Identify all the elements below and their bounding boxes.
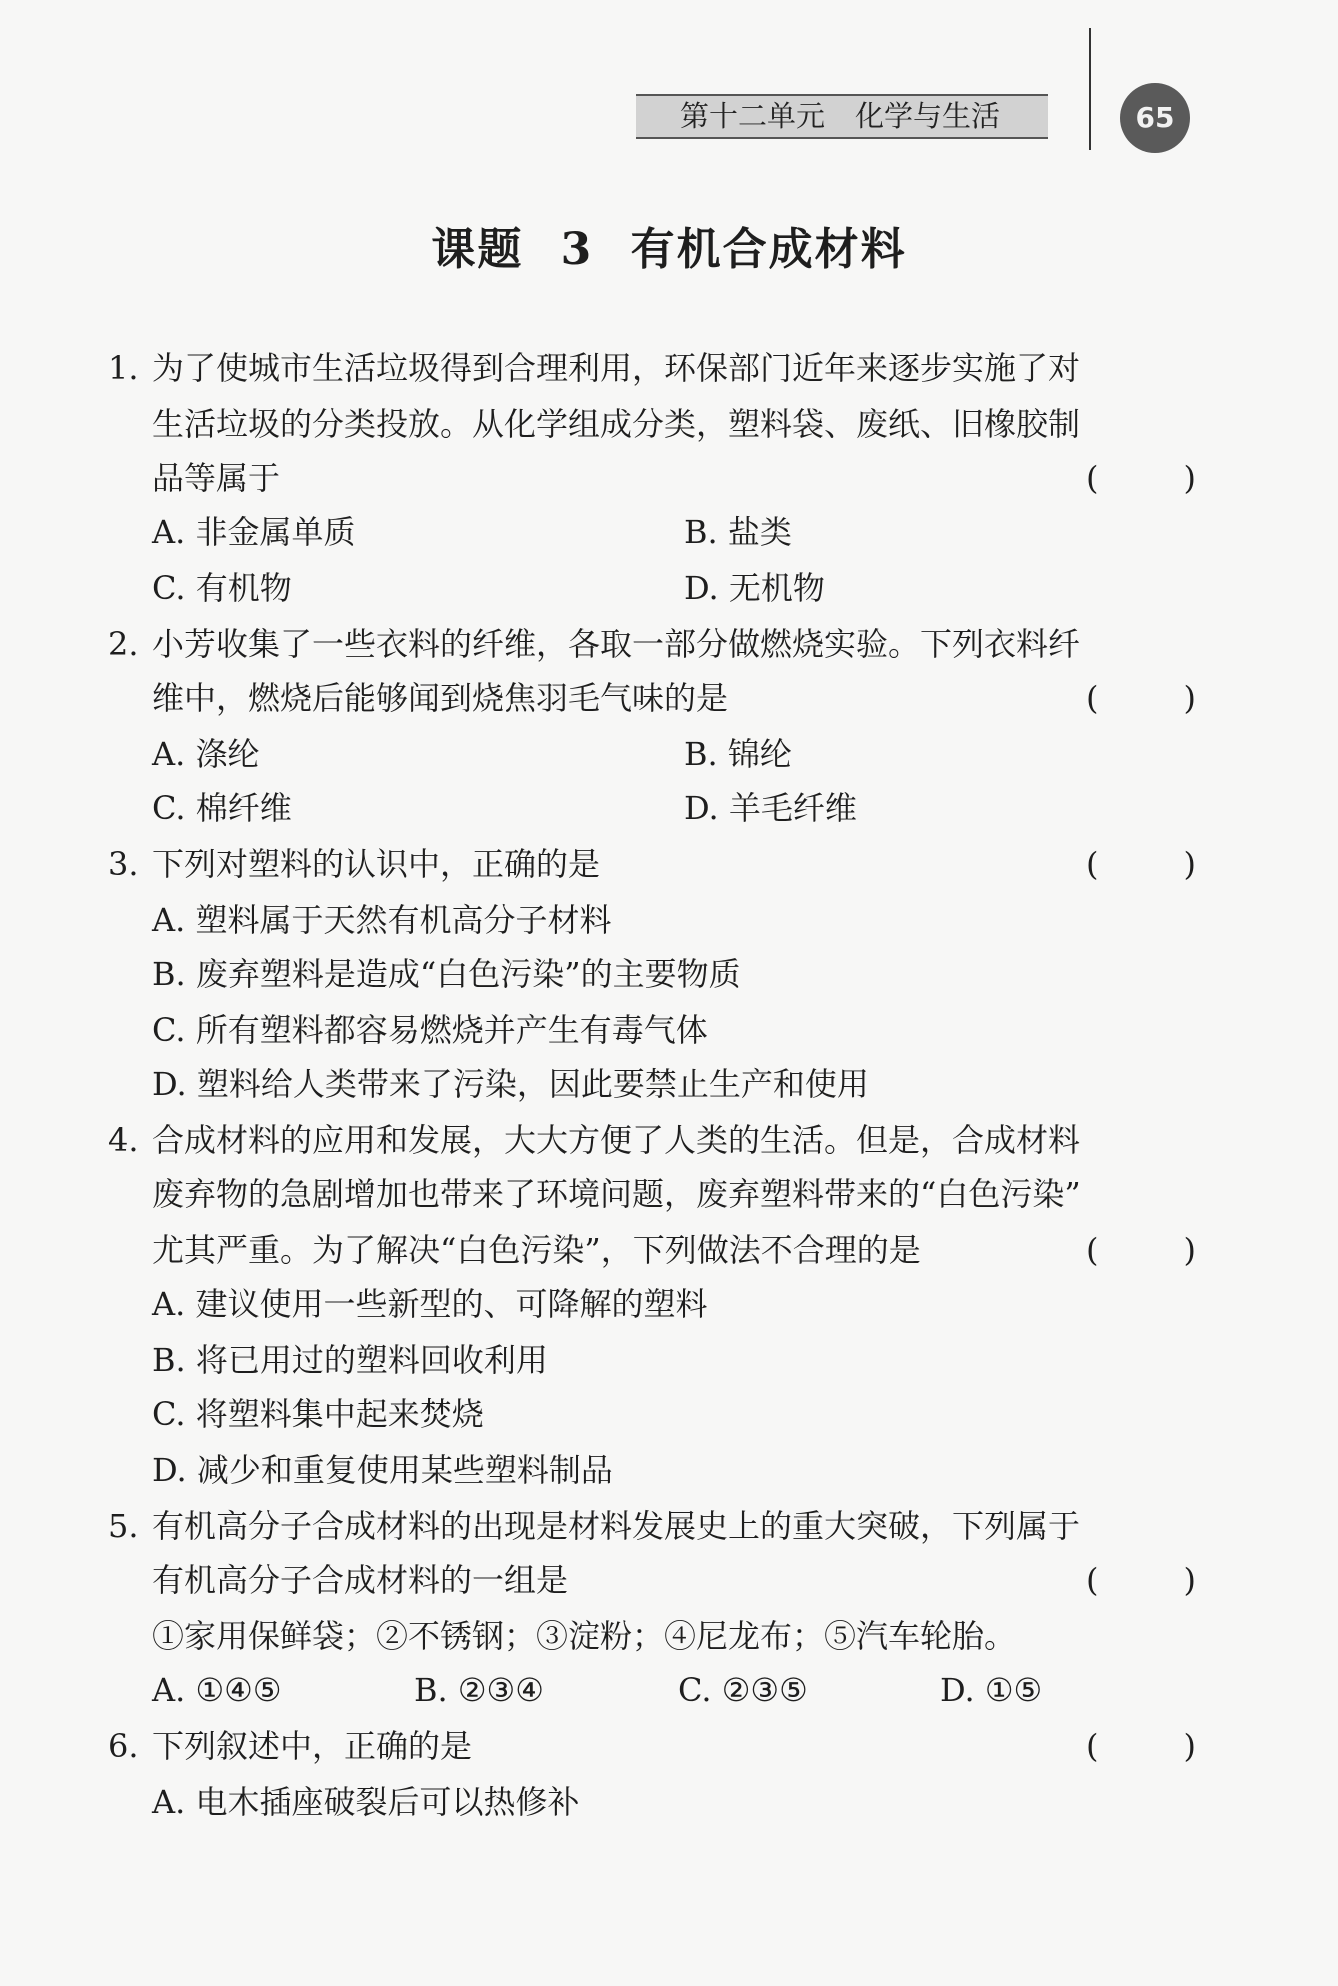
question-text: 为了使城市生活垃圾得到合理利用，环保部门近年来逐步实施了对 bbox=[152, 349, 1081, 387]
question-text: 维中，燃烧后能够闻到烧焦羽毛气味的是 bbox=[152, 679, 729, 717]
option-c[interactable]: C. ②③⑤ bbox=[678, 1671, 808, 1709]
question-text: 生活垃圾的分类投放。从化学组成分类，塑料袋、废纸、旧橡胶制 bbox=[152, 405, 1081, 443]
option-d[interactable]: D. 塑料给人类带来了污染，因此要禁止生产和使用 bbox=[152, 1065, 869, 1103]
question-text: 合成材料的应用和发展，大大方便了人类的生活。但是，合成材料 bbox=[152, 1121, 1081, 1159]
option-a[interactable]: A. ①④⑤ bbox=[152, 1671, 282, 1709]
item-list: ①家用保鲜袋；②不锈钢；③淀粉；④尼龙布；⑤汽车轮胎。 bbox=[152, 1617, 1017, 1655]
option-c[interactable]: C. 将塑料集中起来焚烧 bbox=[152, 1395, 484, 1433]
page-number: 65 bbox=[1120, 83, 1190, 153]
option-a[interactable]: A. 涤纶 bbox=[152, 735, 260, 773]
question-number: 5. bbox=[108, 1507, 139, 1545]
lesson-title: 课题 3 有机合成材料 bbox=[431, 224, 907, 275]
option-b[interactable]: B. 盐类 bbox=[684, 513, 792, 551]
question-text: 小芳收集了一些衣料的纤维，各取一部分做燃烧实验。下列衣料纤 bbox=[152, 625, 1081, 663]
header-divider bbox=[1089, 28, 1091, 150]
option-a[interactable]: A. 建议使用一些新型的、可降解的塑料 bbox=[152, 1285, 708, 1323]
option-d[interactable]: D. ①⑤ bbox=[940, 1671, 1043, 1709]
header-unit: 第十二单元 bbox=[680, 99, 826, 133]
question-text: 有机高分子合成材料的一组是 bbox=[152, 1561, 569, 1599]
question-number: 4. bbox=[108, 1121, 139, 1159]
question-number: 6. bbox=[108, 1727, 139, 1765]
answer-bracket[interactable]: ( ) bbox=[1086, 1727, 1196, 1765]
answer-bracket[interactable]: ( ) bbox=[1086, 1231, 1196, 1269]
option-b[interactable]: B. 废弃塑料是造成“白色污染”的主要物质 bbox=[152, 955, 741, 993]
question-text: 有机高分子合成材料的出现是材料发展史上的重大突破，下列属于 bbox=[152, 1507, 1081, 1545]
option-a[interactable]: A. 非金属单质 bbox=[152, 513, 356, 551]
question-number: 2. bbox=[108, 625, 139, 663]
answer-bracket[interactable]: ( ) bbox=[1086, 459, 1196, 497]
option-d[interactable]: D. 无机物 bbox=[684, 569, 825, 607]
question-number: 3. bbox=[108, 845, 139, 883]
question-text: 下列对塑料的认识中，正确的是 bbox=[152, 845, 601, 883]
question-text: 下列叙述中，正确的是 bbox=[152, 1727, 473, 1765]
question-text: 废弃物的急剧增加也带来了环境问题，废弃塑料带来的“白色污染” bbox=[152, 1175, 1081, 1213]
answer-bracket[interactable]: ( ) bbox=[1086, 1561, 1196, 1599]
answer-bracket[interactable]: ( ) bbox=[1086, 845, 1196, 883]
option-b[interactable]: B. 锦纶 bbox=[684, 735, 792, 773]
question-number: 1. bbox=[108, 349, 139, 387]
header-title: 化学与生活 bbox=[855, 99, 1001, 133]
option-c[interactable]: C. 有机物 bbox=[152, 569, 292, 607]
option-b[interactable]: B. ②③④ bbox=[414, 1671, 544, 1709]
question-text: 尤其严重。为了解决“白色污染”，下列做法不合理的是 bbox=[152, 1231, 921, 1269]
option-d[interactable]: D. 减少和重复使用某些塑料制品 bbox=[152, 1451, 613, 1489]
option-d[interactable]: D. 羊毛纤维 bbox=[684, 789, 857, 827]
answer-bracket[interactable]: ( ) bbox=[1086, 679, 1196, 717]
option-a[interactable]: A. 塑料属于天然有机高分子材料 bbox=[152, 901, 612, 939]
option-c[interactable]: C. 棉纤维 bbox=[152, 789, 292, 827]
question-text: 品等属于 bbox=[152, 459, 281, 497]
option-c[interactable]: C. 所有塑料都容易燃烧并产生有毒气体 bbox=[152, 1011, 708, 1049]
option-b[interactable]: B. 将已用过的塑料回收利用 bbox=[152, 1341, 548, 1379]
option-a[interactable]: A. 电木插座破裂后可以热修补 bbox=[152, 1783, 580, 1821]
